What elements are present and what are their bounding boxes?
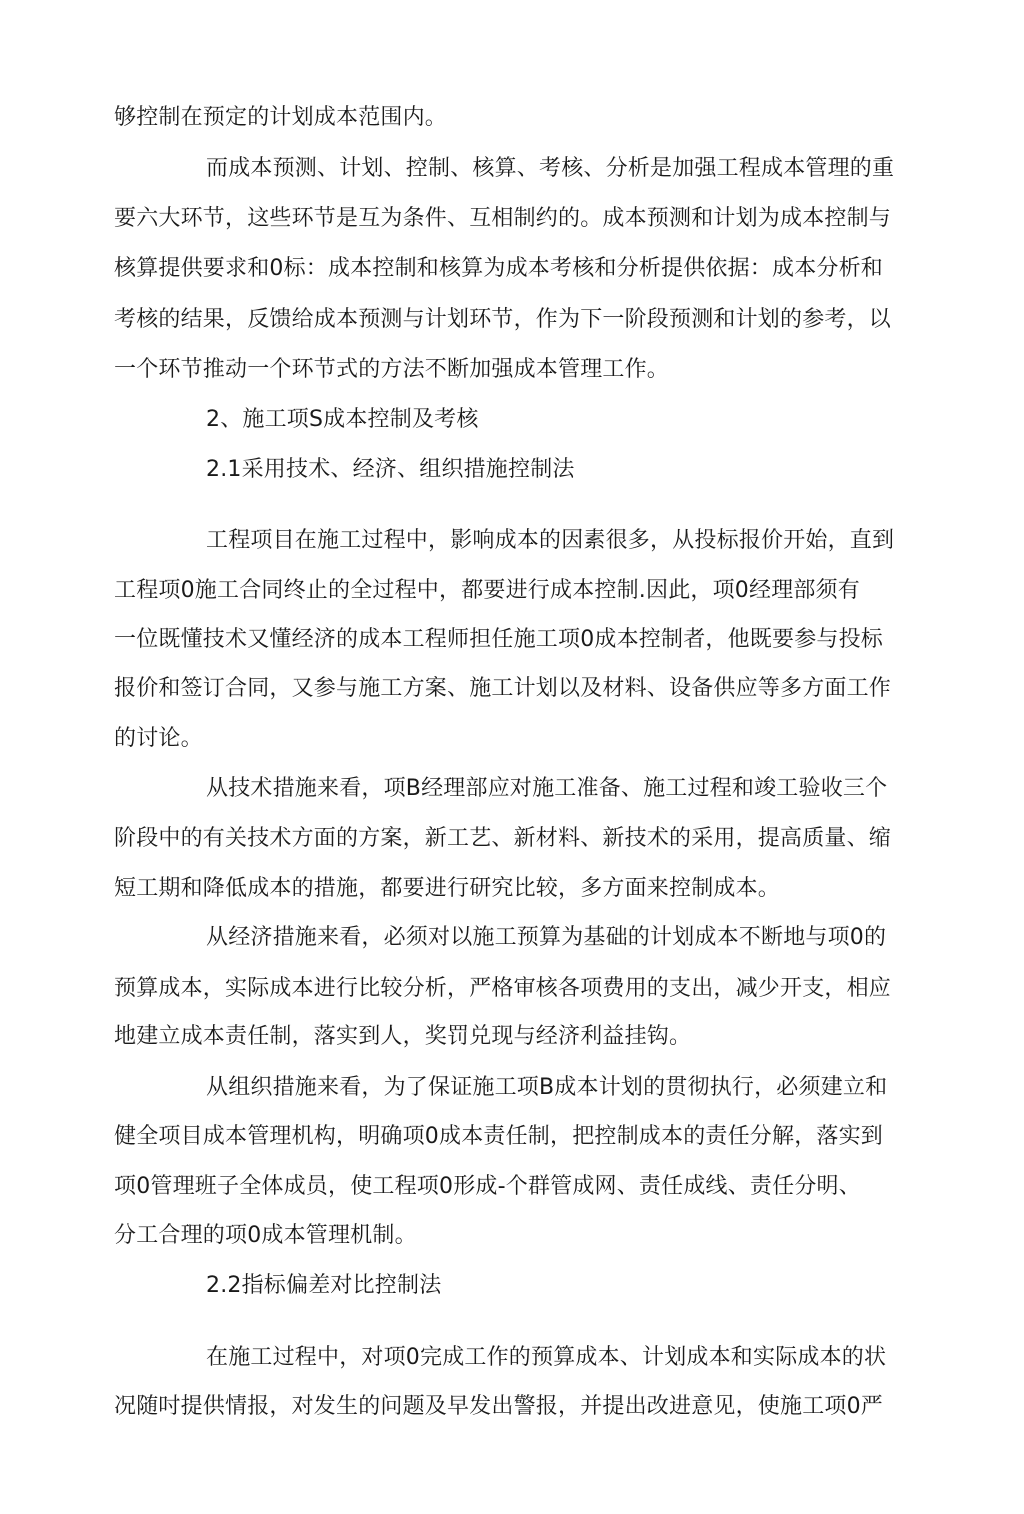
text-line: 核算提供要求和0标：成本控制和核算为成本考核和分析提供依据：成本分析和 bbox=[114, 256, 883, 281]
text-line: 报价和签订合同，又参与施工方案、施工计划以及材料、设备供应等多方面工作 bbox=[114, 676, 892, 701]
text-line: 的讨论。 bbox=[114, 726, 203, 751]
text-line: 阶段中的有关技术方面的方案，新工艺、新材料、新技术的采用，提高质量、缩 bbox=[114, 826, 892, 851]
text-line: 预算成本，实际成本进行比较分析，严格审核各项费用的支出，减少开支，相应 bbox=[114, 976, 892, 1001]
text-line: 从技术措施来看，项B经理部应对施工准备、施工过程和竣工验收三个 bbox=[206, 776, 888, 801]
subsection-heading: 2.2指标偏差对比控制法 bbox=[206, 1273, 442, 1298]
text-line: 一个环节推动一个环节式的方法不断加强成本管理工作。 bbox=[114, 357, 670, 382]
text-line: 况随吋提供情报，对发生的问题及早发出警报，并提出改进意见，使施工项0严 bbox=[114, 1394, 883, 1419]
text-line: 地建立成本责任制，落实到人，奖罚兑现与经济利益挂钩。 bbox=[114, 1024, 692, 1049]
text-line: 短工期和降低成本的措施，都要进行研究比较，多方面来控制成本。 bbox=[114, 876, 781, 901]
text-line: 考核的结果，反馈给成本预测与计划环节，作为下一阶段预测和计划的参考，以 bbox=[114, 307, 892, 332]
text-line: 工程项目在施工过程中，影响成本的因素很多，从投标报价开始，直到 bbox=[206, 528, 895, 553]
section-heading: 2、施工项S成本控制及考核 bbox=[206, 407, 479, 432]
text-line: 从经济措施来看，必须对以施工预算为基础的计划成本不断地与项0的 bbox=[206, 925, 887, 950]
text-line: 从组织措施来看，为了保证施工项B成本计划的贯彻执行，必须建立和 bbox=[206, 1075, 888, 1100]
text-line: 够控制在预定的计划成本范围内。 bbox=[114, 105, 448, 130]
text-line: 而成本预测、计划、控制、核算、考核、分析是加强工程成本管理的重 bbox=[206, 156, 895, 181]
subsection-heading: 2.1采用技术、经济、组织措施控制法 bbox=[206, 457, 575, 482]
text-line: 项0管理班子全体成员，使工程项0形成-个群管成网、责任成线、责任分明、 bbox=[114, 1174, 861, 1199]
text-line: 在施工过程中，对项0完成工作的预算成本、计划成本和实际成本的状 bbox=[206, 1345, 887, 1370]
text-line: 工程项0施工合同终止的全过程中，都要进行成本控制.因此，项0经理部须有 bbox=[114, 578, 860, 603]
text-line: 一位既懂技术又懂经济的成本工程师担任施工项0成本控制者，他既要参与投标 bbox=[114, 627, 883, 652]
text-line: 健全项目成本管理机构，明确项0成本责任制，把控制成本的责任分解，落实到 bbox=[114, 1124, 883, 1149]
text-line: 要六大环节，这些环节是互为条件、互相制约的。成本预测和计划为成本控制与 bbox=[114, 206, 892, 231]
text-line: 分工合理的项0成本管理机制。 bbox=[114, 1223, 417, 1248]
